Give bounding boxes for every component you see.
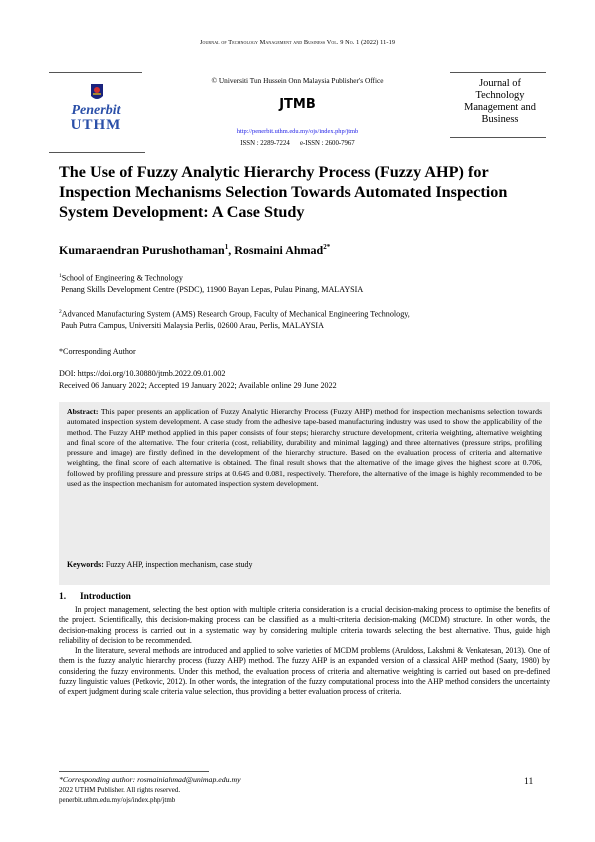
affiliation-sup: 1 [59,273,62,279]
keywords-text: Fuzzy AHP, inspection mechanism, case study [105,560,253,569]
abstract-text: This paper presents an application of Fuzzy Analytic Hierarchy Process (Fuzzy AHP) method for inspection mechanisms selection towards automated inspection system development. A case study from the adhesive tape-based manufacturing industry was used to show the applicability of the method. The Fuzzy AHP method applied in this paper consists of four steps; hierarchy structure development, criteria weighting, alternative weighting and final score of the alternative. The four criteria (cost, reliability, durability and minimal lagging) and three alternatives (pressure strips, profiling pressure and image) are firstly defined in the development of the hierarchy structure. Based on the evaluation process of criteria and alternative weighting, the final score of each alternative is obtained. The final result shows that the alternative of the image gives the highest score at 0.706, followed by profiling pressure and pressure strips at 0.645 and 0.081, respectively. Therefore, the alternative of the image is highly recommended to be used as the inspection mechanism for automated inspection system development. [67,407,542,488]
header-rule-bottom-left [49,152,145,153]
paper-title: The Use of Fuzzy Analytic Hierarchy Process (Fuzzy AHP) for Inspection Mechanisms Selection Towards Automated Inspection System Development: A Case Study [59,163,508,221]
logo-line2: UTHM [70,117,122,133]
penerbit-uthm-logo [62,82,130,134]
logo-line1: Penerbit [71,103,121,118]
paragraph: In project management, selecting the best option with multiple criteria consideration is a crucial decision-making process to optimise the benefits of the project. Scientifically, this decision-making process can be classified as a multi-criteria decision-making (MCDM) structure. In other words, the decision-making process is carried out in a systematic way by considering multiple criteria towards selecting the best alternative. Thus, guide high reliability of decision to be recommended. [59,605,550,645]
body-text [59,605,550,698]
affiliation-sup: 2 [59,309,62,315]
corresponding-note: *Corresponding Author [59,347,136,356]
affiliation-line: Pauh Putra Campus, Universiti Malaysia Perlis, 02600 Arau, Perlis, MALAYSIA [61,321,324,331]
affiliation-line: School of Engineering & Technology [61,273,183,283]
affiliation-2 [59,307,549,332]
header-rule-right [450,72,546,73]
journal-name-line: Journal of [479,78,521,89]
rights-line: 2022 UTHM Publisher. All rights reserved. [59,786,181,794]
journal-short-name: JTMB [279,97,316,112]
header-rule-left [49,72,142,73]
article-dates: Received 06 January 2022; Accepted 19 January 2022; Available online 29 June 2022 [59,381,337,390]
abstract [67,407,542,489]
author-name: Rosmaini Ahmad [234,243,324,257]
abstract-label: Abstract: [67,407,99,416]
publisher-note: © Universiti Tun Hussein Onn Malaysia Publisher's Office [211,76,384,85]
footer-rule [59,771,209,772]
corresponding-email: *Corresponding author: rosmainiahmad@unimap.edu.my [59,775,241,784]
issn: ISSN : 2289-7224 [240,140,290,147]
affiliation-line: Penang Skills Development Centre (PSDC), 11900 Bayan Lepas, Pulau Pinang, MALAYSIA [61,285,364,295]
author-name: Kumaraendran Purushothaman [59,243,225,257]
site-link[interactable]: penerbit.uthm.edu.my/ojs/index.php/jtmb [59,795,176,804]
section-number: 1. [59,592,67,602]
journal-name-line: Management and [464,102,536,113]
eissn: e-ISSN : 2600-7967 [299,140,355,147]
journal-name-line: Technology [475,90,525,101]
affiliation-1 [59,271,549,296]
journal-name-line: Business [481,114,519,125]
uthm-crest-icon [62,82,130,134]
paragraph: In the literature, several methods are introduced and applied to solve varieties of MCDM problems (Aruldoss, Lakshmi & Venkatesan, 2013). One of them is the fuzzy analytic hierarchy process (fuzzy AHP) method. The fuzzy AHP is an expanded version of a classical AHP method (Saaty, 1980) by considering the fuzzy environments. Under this method, the evaluation process of criteria and alternative weighting is carried out based on pre-defined fuzzy linguistic values (Petkovic, 2012). In other words, the integration of the fuzzy computational process into the AHP method considers the uncertainty of expert judgment during scale criteria value selection, thus providing a better evaluation process of criteria. [59,646,550,697]
page-number: 11 [524,776,534,787]
author-sup: 1 [224,243,229,251]
footer-rights [59,786,180,805]
issn-line [150,140,445,147]
section-title: Introduction [80,592,131,602]
journal-url-link[interactable]: http://penerbit.uthm.edu.my/ojs/index.php/jtmb [236,128,359,135]
author-list: Kumaraendran Purushothaman$^1$, Rosmaini Ahmad$^{2*}$ [59,243,331,257]
section-heading [59,592,131,602]
running-header: Journal of Technology Management and Business Vol. 9 No. 1 (2022) 11-19 [199,39,396,46]
author-sup: 2* [323,243,331,251]
doi-link[interactable]: DOI: https://doi.org/10.30880/jtmb.2022.09.01.002 [59,369,226,378]
journal-name-box [455,78,545,126]
keywords [67,560,252,569]
journal-box-rule [450,137,546,138]
affiliation-line: Advanced Manufacturing System (AMS) Research Group, Faculty of Mechanical Engineering Technology, [61,309,410,319]
keywords-label: Keywords: [67,560,104,569]
abstract-box [59,402,550,585]
